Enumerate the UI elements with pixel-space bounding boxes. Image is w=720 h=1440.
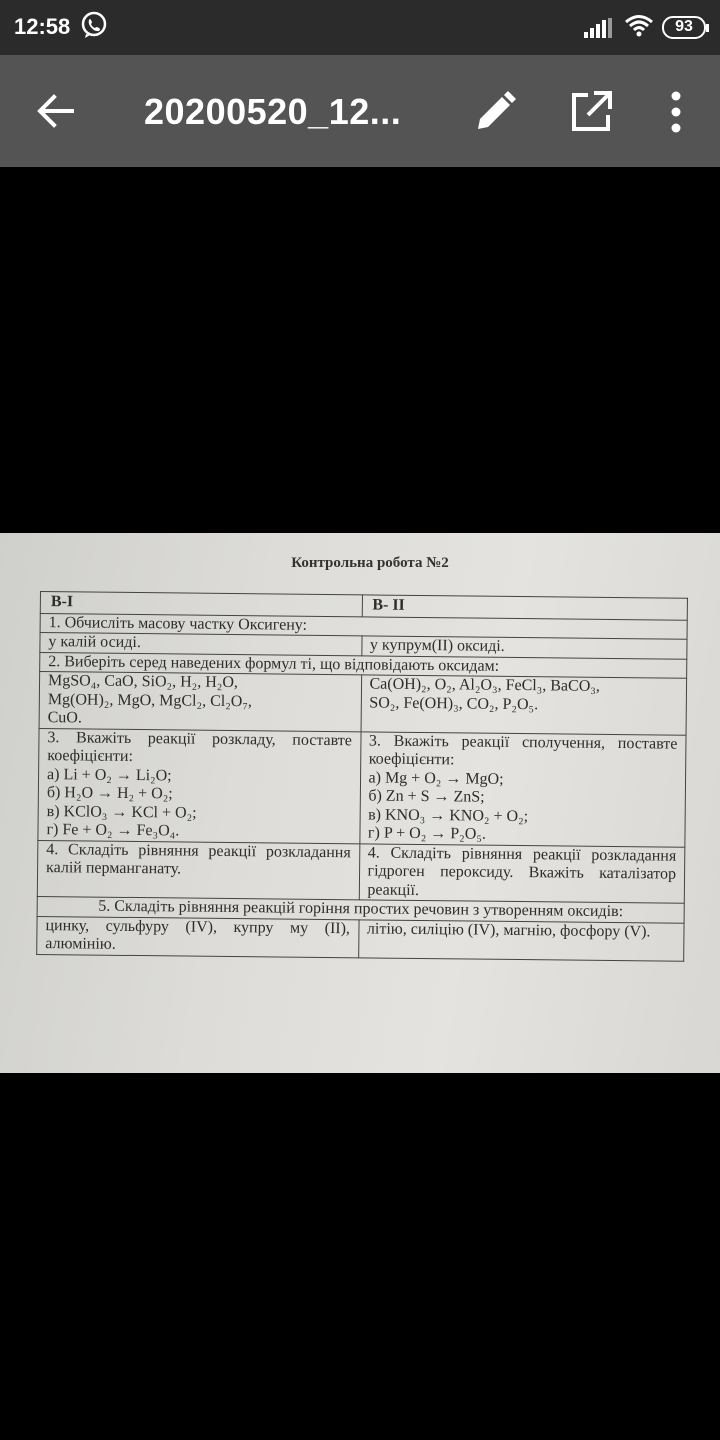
variant-2-header: В- ІІ xyxy=(362,595,688,620)
question-1-variant-2: у купрум(ІІ) оксиді. xyxy=(361,636,687,659)
question-1-prompt: 1. Обчисліть масову частку Оксигену: xyxy=(40,613,687,639)
question-4-variant-1: 4. Складіть рівняння реакції розкладання калій перманганату. xyxy=(37,840,359,900)
more-vert-icon[interactable] xyxy=(656,89,696,135)
question-5-variant-2: літію, силіцію (IV), магнію, фосфору (V). xyxy=(358,919,684,960)
status-bar xyxy=(0,0,720,55)
back-arrow-icon[interactable] xyxy=(30,85,82,137)
question-3-variant-2: 3. Вкажіть реакції сполучення, поставте коефіцієнти: а) Mg + O₂ → MgO; б) Zn + S → ZnS; в) KNO₃ → KNO₂ + O₂; г) P + O₂ → P₂O₅. xyxy=(359,731,686,846)
signal-icon xyxy=(584,18,614,38)
status-time: 12:58 xyxy=(14,14,71,39)
open-external-icon[interactable] xyxy=(568,89,614,135)
question-2-prompt: 2. Виберіть серед наведених формул ті, що відповідають оксидам: xyxy=(40,652,687,678)
document-photo[interactable] xyxy=(0,533,720,1073)
document-title: Контрольна робота №2 xyxy=(291,555,449,571)
file-title: 20200520_12... xyxy=(144,91,402,132)
app-bar xyxy=(0,55,720,167)
viber-icon xyxy=(80,11,108,39)
table-row xyxy=(38,728,686,847)
test-table xyxy=(36,591,688,961)
question-4-variant-2: 4. Складіть рівняння реакції розкладання гідроген пероксиду. Вкажіть каталізатор реакції. xyxy=(359,843,685,903)
battery-level: 93 xyxy=(675,18,693,35)
question-2-variant-1: MgSO₄, CaO, SiO₂, H₂, H₂O, Mg(OH)₂, MgO, MgCl₂, Cl₂O₇, CuO. xyxy=(39,672,361,732)
question-2-variant-2: Ca(OH)₂, O₂, Al₂O₃, FeCl₃, BaCO₃, SO₂, Fe(OH)₃, CO₂, P₂O₅. xyxy=(361,675,687,735)
variant-1-header: В-І xyxy=(40,592,362,617)
wifi-icon xyxy=(624,14,654,38)
question-5-prompt: 5. Складіть рівняння реакцій горіння простих речовин з утворенням оксидів: xyxy=(37,896,684,922)
question-1-variant-1: у калій осиді. xyxy=(40,633,362,656)
table-row xyxy=(37,916,684,961)
question-5-variant-1: цинку, сульфуру (IV), купру му (II), алюмінію. xyxy=(37,916,359,957)
edit-pencil-icon[interactable] xyxy=(472,89,518,135)
table-row xyxy=(39,672,687,735)
question-3-variant-1: 3. Вкажіть реакції розкладу, поставте коефіцієнти: а) Li + O₂ → Li₂O; б) H₂O → H₂ + O₂; в) KClO₃ → KCl + O₂; г) Fe + O₂ → Fe₃O₄. xyxy=(38,728,361,843)
table-row xyxy=(37,840,685,903)
